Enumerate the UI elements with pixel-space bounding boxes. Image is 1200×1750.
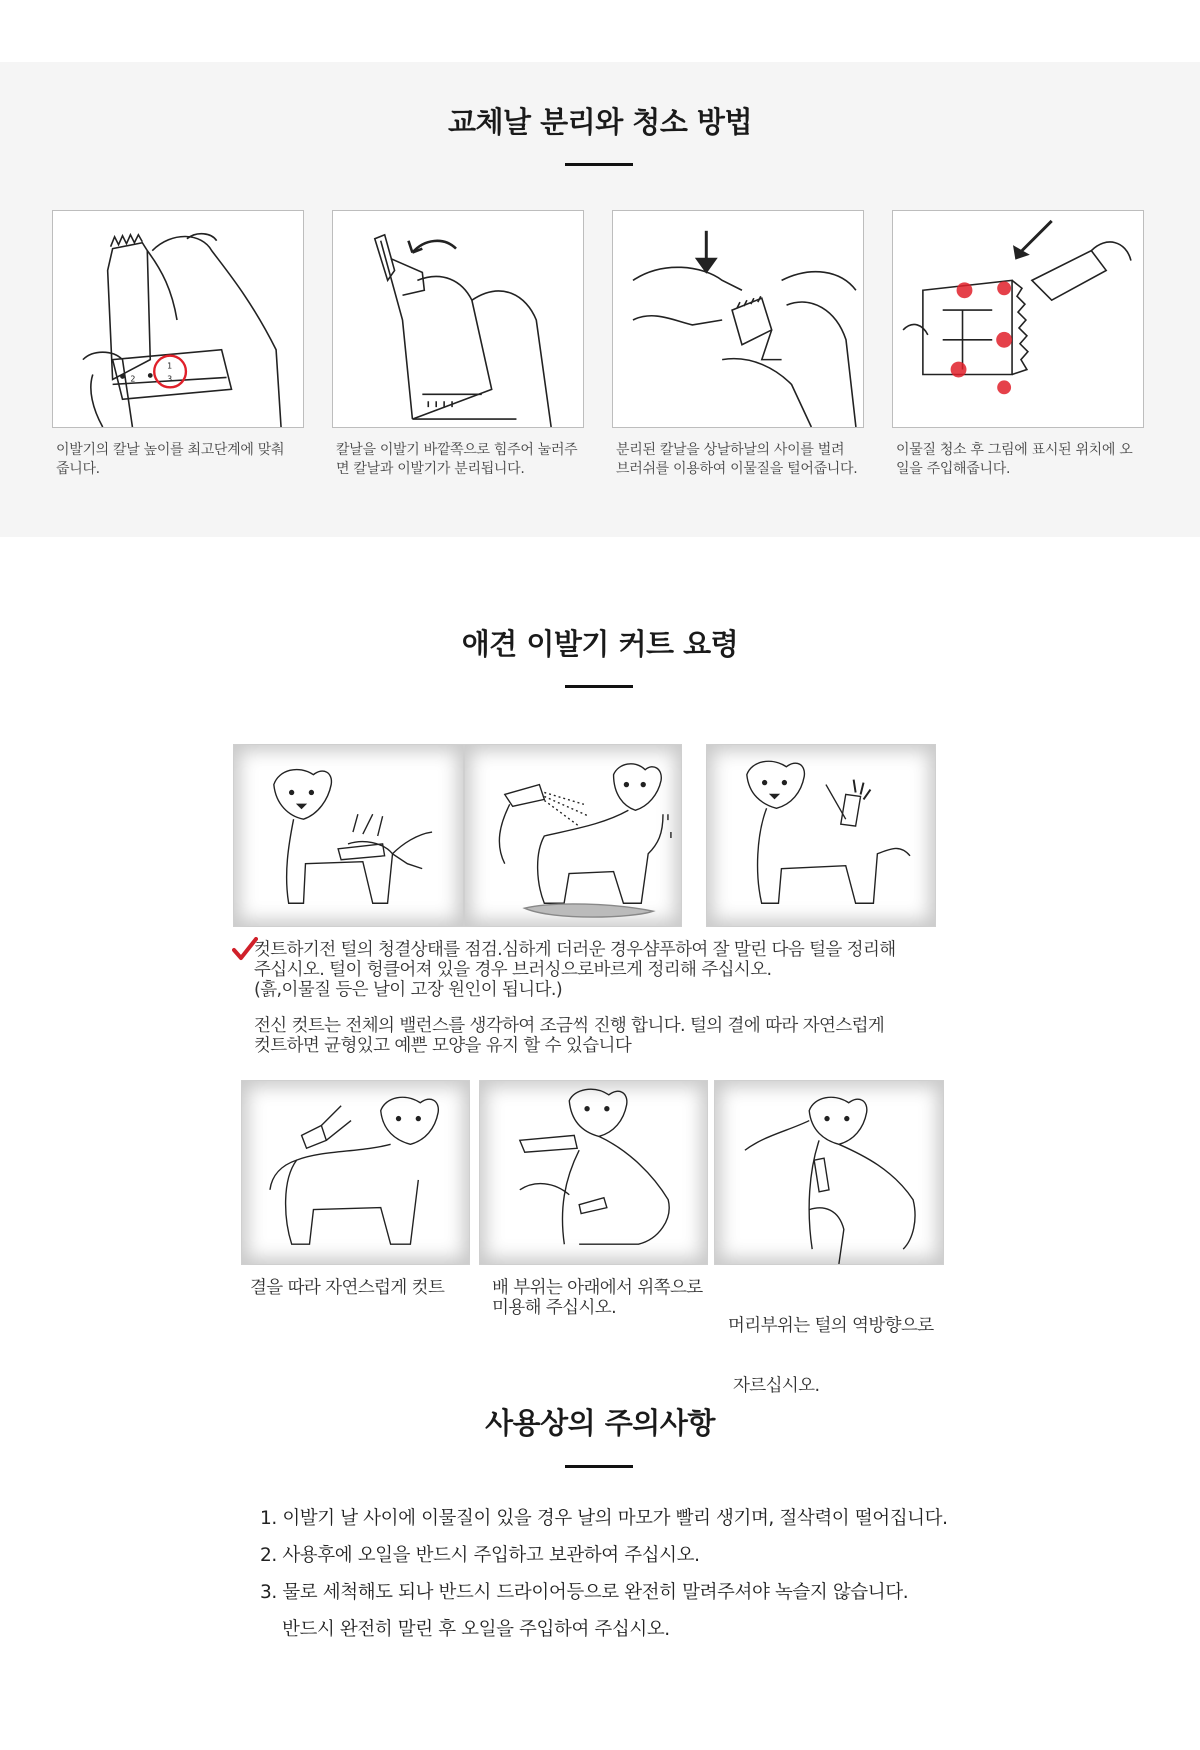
note-line: 주십시오. 털이 헝클어져 있을 경우 브러싱으로바르게 정리해 주십시오. <box>254 960 772 980</box>
dog-shower-illustration <box>464 744 682 927</box>
dial-label-3: 3 <box>167 374 173 384</box>
caption-line: 머리부위는 털의 역방향으로 <box>728 1316 934 1336</box>
dog-clipping-illustration <box>706 744 936 927</box>
note-line: (흙,이물질 등은 날이 고장 원인이 됩니다.) <box>254 980 563 1000</box>
dial-label-1: 1 <box>167 361 173 371</box>
section-title: 애견 이발기 커트 요령 <box>461 627 739 661</box>
caption-line: 자르십시오. <box>728 1376 820 1396</box>
note-line: 전신 컷트는 전체의 밸런스를 생각하여 조금씩 진행 합니다. 털의 결에 따라 자연스럽게 <box>254 1016 885 1036</box>
clipper-height-dial-illustration <box>52 210 304 428</box>
grooming-caption-1 <box>250 1278 444 1298</box>
step-caption: 이물질 청소 후 그림에 표시된 위치에 오일을 주입해줍니다. <box>896 442 1133 477</box>
caution-list <box>260 1500 1060 1648</box>
blade-removal-illustration <box>332 210 584 428</box>
dog-brushing-illustration <box>233 744 464 927</box>
step-1 <box>52 210 304 479</box>
step-2 <box>332 210 584 479</box>
caption-line: 배 부위는 아래에서 위쪽으로 <box>492 1278 703 1298</box>
step-caption: 이발기의 칼날 높이를 최고단계에 맞춰 줍니다. <box>56 442 285 477</box>
dog-belly-trim-illustration <box>479 1080 708 1265</box>
title-underline <box>565 163 633 166</box>
dog-body-trim-illustration <box>241 1080 470 1265</box>
dial-label-2: 2 <box>130 374 136 384</box>
section-title: 교체날 분리와 청소 방법 <box>448 105 752 139</box>
grooming-caption-3 <box>728 1276 934 1416</box>
title-underline <box>565 685 633 688</box>
caption-line: 미용해 주십시오. <box>492 1298 617 1318</box>
note-line: 컷트하면 균형있고 예쁜 모양을 유지 할 수 있습니다 <box>254 1036 632 1056</box>
caution-item: 3. 물로 세척해도 되나 반드시 드라이어등으로 완전히 말려주셔야 녹슬지 않습니다. <box>260 1582 909 1603</box>
section-title: 사용상의 주의사항 <box>485 1406 715 1440</box>
blade-cleaning-section <box>0 62 1200 537</box>
caution-item: 1. 이발기 날 사이에 이물질이 있을 경우 날의 마모가 빨리 생기며, 절삭력이 떨어집니다. <box>260 1508 948 1529</box>
pre-cut-note <box>254 940 954 1000</box>
full-body-cut-note <box>254 1016 954 1056</box>
note-line: 컷트하기전 털의 청결상태를 점검.심하게 더러운 경우샴푸하여 잘 말린 다음 털을 정리해 <box>254 940 896 960</box>
step-caption: 칼날을 이발기 바깥쪽으로 힘주어 눌러주면 칼날과 이발기가 분리됩니다. <box>336 442 578 477</box>
caution-item: 2. 사용후에 오일을 반드시 주입하고 보관하여 주십시오. <box>260 1545 700 1566</box>
caption-line: 결을 따라 자연스럽게 컷트 <box>250 1278 445 1298</box>
blade-brush-cleaning-illustration <box>612 210 864 428</box>
grooming-caption-2 <box>492 1278 703 1318</box>
step-3 <box>612 210 864 479</box>
blade-oiling-illustration <box>892 210 1144 428</box>
caution-item: 반드시 완전히 말린 후 오일을 주입하여 주십시오. <box>282 1619 670 1640</box>
step-caption: 분리된 칼날을 상날하날의 사이를 벌려 브러쉬를 이용하여 이물질을 털어줍니다. <box>616 442 858 477</box>
step-4 <box>892 210 1144 479</box>
dog-head-trim-illustration <box>714 1080 944 1265</box>
title-underline <box>565 1465 633 1468</box>
